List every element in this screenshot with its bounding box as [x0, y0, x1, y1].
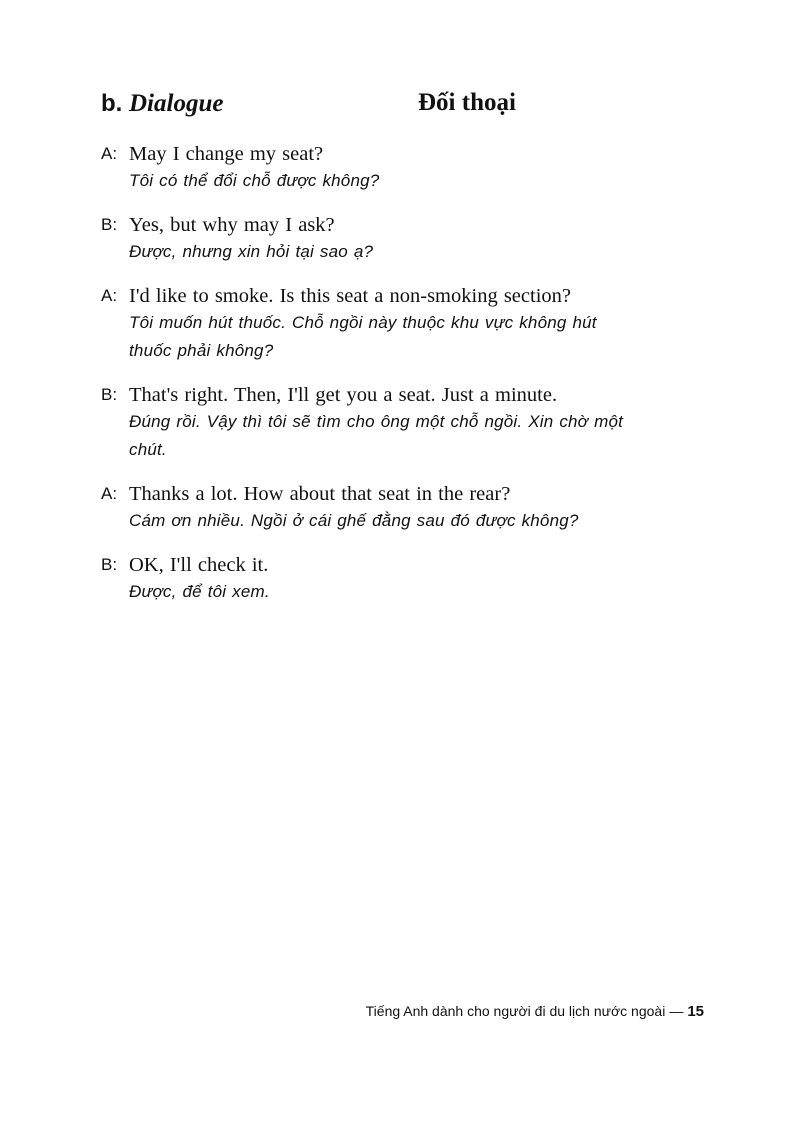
section-title-vi: Đối thoại — [418, 89, 516, 116]
dialogue-turn — [101, 481, 721, 535]
dialogue-turn — [101, 212, 721, 266]
page-footer — [366, 1003, 704, 1020]
vietnamese-line: chút. — [129, 440, 167, 459]
speaker-label: B: — [101, 555, 118, 574]
dialogue — [101, 141, 721, 606]
heading-english — [101, 90, 223, 118]
speaker-label: A: — [101, 484, 118, 503]
section-title-en: Dialogue — [129, 90, 224, 117]
dialogue-turn — [101, 382, 721, 464]
footer-separator: — — [669, 1003, 684, 1019]
speaker-label: B: — [101, 385, 118, 404]
english-line: Thanks a lot. How about that seat in the rear? — [129, 483, 511, 505]
speaker-label: A: — [101, 144, 118, 163]
page-number: 15 — [687, 1003, 704, 1020]
speaker-label: A: — [101, 286, 118, 305]
vietnamese-line: Tôi muốn hút thuốc. Chỗ ngồi này thuộc khu vực không hút — [129, 313, 597, 332]
vietnamese-line: Tôi có thể đổi chỗ được không? — [129, 171, 380, 190]
english-line: May I change my seat? — [129, 143, 324, 165]
book-title: Tiếng Anh dành cho người đi du lịch nước ngoài — [365, 1003, 666, 1019]
section-heading — [101, 90, 661, 126]
dialogue-turn — [101, 141, 721, 195]
english-line: OK, I'll check it. — [129, 554, 269, 576]
english-line: Yes, but why may I ask? — [129, 214, 335, 236]
section-letter: b. — [101, 90, 123, 117]
english-line: That's right. Then, I'll get you a seat. Just a minute. — [129, 384, 558, 406]
vietnamese-line: Được, để tôi xem. — [129, 582, 270, 601]
english-line: I'd like to smoke. Is this seat a non-smoking section? — [129, 285, 571, 307]
vietnamese-line: Cám ơn nhiều. Ngồi ở cái ghế đằng sau đó được không? — [129, 511, 579, 530]
dialogue-turn — [101, 283, 721, 365]
speaker-label: B: — [101, 215, 118, 234]
vietnamese-line: Đúng rồi. Vậy thì tôi sẽ tìm cho ông một chỗ ngồi. Xin chờ một — [129, 412, 624, 431]
dialogue-turn — [101, 552, 721, 606]
vietnamese-line: Được, nhưng xin hỏi tại sao ạ? — [129, 242, 374, 261]
vietnamese-line: thuốc phải không? — [129, 341, 274, 360]
